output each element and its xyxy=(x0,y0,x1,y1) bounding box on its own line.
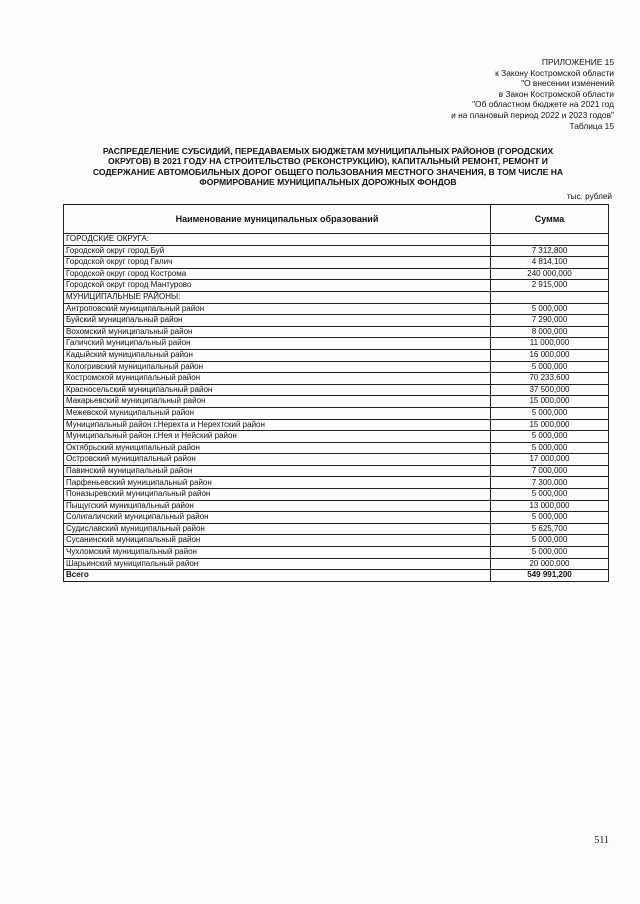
table-body xyxy=(64,234,609,582)
table-row xyxy=(64,431,609,443)
subsidy-amount: 15 000,000 xyxy=(491,396,609,408)
municipality-name: Пыщугский муниципальный район xyxy=(64,500,491,512)
municipality-name: Муниципальный район г.Нея и Нейский район xyxy=(64,431,491,443)
subsidy-table xyxy=(63,204,609,582)
title-line: РАСПРЕДЕЛЕНИЕ СУБСИДИЙ, ПЕРЕДАВАЕМЫХ БЮДЖЕТАМ МУНИЦИПАЛЬНЫХ РАЙОНОВ (ГОРОДСКИХ xyxy=(102,146,554,156)
subsidy-amount: 13 000,000 xyxy=(491,500,609,512)
municipality-name: Судиславский муниципальный район xyxy=(64,523,491,535)
table-row xyxy=(64,465,609,477)
unit-label: тыс. рублей xyxy=(566,192,612,201)
municipality-name: Муниципальный район г.Нерехта и Нерехтский район xyxy=(64,419,491,431)
table-header-row xyxy=(64,205,609,234)
subsidy-amount: 16 000,000 xyxy=(491,349,609,361)
subsidy-amount: 5 000,000 xyxy=(491,535,609,547)
subsidy-amount: 15 000,000 xyxy=(491,419,609,431)
subsidy-amount: 240 000,000 xyxy=(491,268,609,280)
appendix-header xyxy=(294,57,614,131)
table-row xyxy=(64,303,609,315)
subsidy-amount: 5 000,000 xyxy=(491,431,609,443)
page-number: 511 xyxy=(594,835,609,846)
document-title xyxy=(58,146,598,188)
municipality-name: Островский муниципальный район xyxy=(64,454,491,466)
table-row xyxy=(64,280,609,292)
table-row xyxy=(64,361,609,373)
table-row xyxy=(64,500,609,512)
header-line: "Об областном бюджете на 2021 год xyxy=(472,99,614,110)
table-row xyxy=(64,326,609,338)
header-line: в Закон Костромской области xyxy=(498,88,614,99)
table-row xyxy=(64,349,609,361)
municipality-name: Галичский муниципальный район xyxy=(64,338,491,350)
table-row xyxy=(64,547,609,559)
header-line: "О внесении изменений xyxy=(521,78,614,89)
subsidy-amount: 7 300,000 xyxy=(491,477,609,489)
municipality-name: Городской округ город Кострома xyxy=(64,268,491,280)
subsidy-amount: 17 000,000 xyxy=(491,454,609,466)
table-row xyxy=(64,257,609,269)
subsidy-amount: 4 814,100 xyxy=(491,257,609,269)
subsidy-amount: 7 000,000 xyxy=(491,465,609,477)
subsidy-amount: 2 915,000 xyxy=(491,280,609,292)
total-row xyxy=(64,570,609,582)
table-row xyxy=(64,407,609,419)
municipality-name: Павинский муниципальный район xyxy=(64,465,491,477)
municipality-name: Макарьевский муниципальный район xyxy=(64,396,491,408)
subsidy-amount: 20 000,000 xyxy=(491,558,609,570)
municipality-name: Кологривский муниципальный район xyxy=(64,361,491,373)
table-row xyxy=(64,558,609,570)
table-row xyxy=(64,268,609,280)
table-row xyxy=(64,454,609,466)
total-label: Всего xyxy=(64,570,491,582)
subsidy-amount: 5 000,000 xyxy=(491,547,609,559)
municipality-name: МУНИЦИПАЛЬНЫЕ РАЙОНЫ: xyxy=(64,291,491,303)
table-row xyxy=(64,523,609,535)
municipality-name: ГОРОДСКИЕ ОКРУГА: xyxy=(64,234,491,246)
table-row xyxy=(64,535,609,547)
table-row xyxy=(64,477,609,489)
title-line: ФОРМИРОВАНИЕ МУНИЦИПАЛЬНЫХ ДОРОЖНЫХ ФОНДОВ xyxy=(199,177,457,188)
table-row xyxy=(64,338,609,350)
table-row xyxy=(64,489,609,501)
subsidy-amount: 7 290,000 xyxy=(491,315,609,327)
table-row xyxy=(64,315,609,327)
table-row xyxy=(64,291,609,303)
municipality-name: Парфеньевский муниципальный район xyxy=(64,477,491,489)
subsidy-amount xyxy=(491,234,609,246)
table-row xyxy=(64,512,609,524)
municipality-name: Сусанинский муниципальный район xyxy=(64,535,491,547)
municipality-name: Городской округ город Галич xyxy=(64,257,491,269)
subsidy-amount: 5 000,000 xyxy=(491,303,609,315)
subsidy-amount: 37 500,000 xyxy=(491,384,609,396)
header-line: и на плановый период 2022 и 2023 годов" xyxy=(451,109,614,120)
municipality-name: Кадыйский муниципальный район xyxy=(64,349,491,361)
municipality-name: Костромской муниципальный район xyxy=(64,373,491,385)
subsidy-amount: 5 000,000 xyxy=(491,512,609,524)
table-row xyxy=(64,384,609,396)
total-amount: 549 991,200 xyxy=(491,570,609,582)
municipality-name: Городской округ город Мантурово xyxy=(64,280,491,292)
municipality-name: Чухломский муниципальный район xyxy=(64,547,491,559)
municipality-name: Октябрьский муниципальный район xyxy=(64,442,491,454)
municipality-name: Шарьинский муниципальный район xyxy=(64,558,491,570)
subsidy-amount: 5 000,000 xyxy=(491,442,609,454)
table-row xyxy=(64,396,609,408)
subsidy-amount: 7 312,800 xyxy=(491,245,609,257)
municipality-name: Солигаличский муниципальный район xyxy=(64,512,491,524)
subsidy-amount: 5 625,700 xyxy=(491,523,609,535)
table-number: Таблица 15 xyxy=(569,120,614,131)
column-header-amount: Сумма xyxy=(491,205,609,234)
subsidy-amount: 5 000,000 xyxy=(491,361,609,373)
municipality-name: Поназыревский муниципальный район xyxy=(64,489,491,501)
subsidy-amount xyxy=(491,291,609,303)
header-line: к Закону Костромской области xyxy=(495,67,614,78)
table-row xyxy=(64,245,609,257)
subsidy-amount: 5 000,000 xyxy=(491,489,609,501)
municipality-name: Буйский муниципальный район xyxy=(64,315,491,327)
municipality-name: Антроповский муниципальный район xyxy=(64,303,491,315)
table-row xyxy=(64,419,609,431)
municipality-name: Городской округ город Буй xyxy=(64,245,491,257)
title-line: СОДЕРЖАНИЕ АВТОМОБИЛЬНЫХ ДОРОГ ОБЩЕГО ПОЛЬЗОВАНИЯ МЕСТНОГО ЗНАЧЕНИЯ, В ТОМ ЧИСЛЕ НА xyxy=(92,166,564,177)
column-header-name: Наименование муниципальных образований xyxy=(64,205,491,234)
subsidy-amount: 11 000,000 xyxy=(491,338,609,350)
table-row xyxy=(64,234,609,246)
subsidy-amount: 5 000,000 xyxy=(491,407,609,419)
header-line: ПРИЛОЖЕНИЕ 15 xyxy=(541,57,614,67)
title-line: ОКРУГОВ) В 2021 ГОДУ НА СТРОИТЕЛЬСТВО (РЕКОНСТРУКЦИЮ), КАПИТАЛЬНЫЙ РЕМОНТ, РЕМОНТ И xyxy=(108,156,548,167)
table-row xyxy=(64,442,609,454)
municipality-name: Межевской муниципальный район xyxy=(64,407,491,419)
subsidy-amount: 8 000,000 xyxy=(491,326,609,338)
municipality-name: Вохомский муниципальный район xyxy=(64,326,491,338)
table-row xyxy=(64,373,609,385)
subsidy-amount: 70 233,600 xyxy=(491,373,609,385)
municipality-name: Красносельский муниципальный район xyxy=(64,384,491,396)
